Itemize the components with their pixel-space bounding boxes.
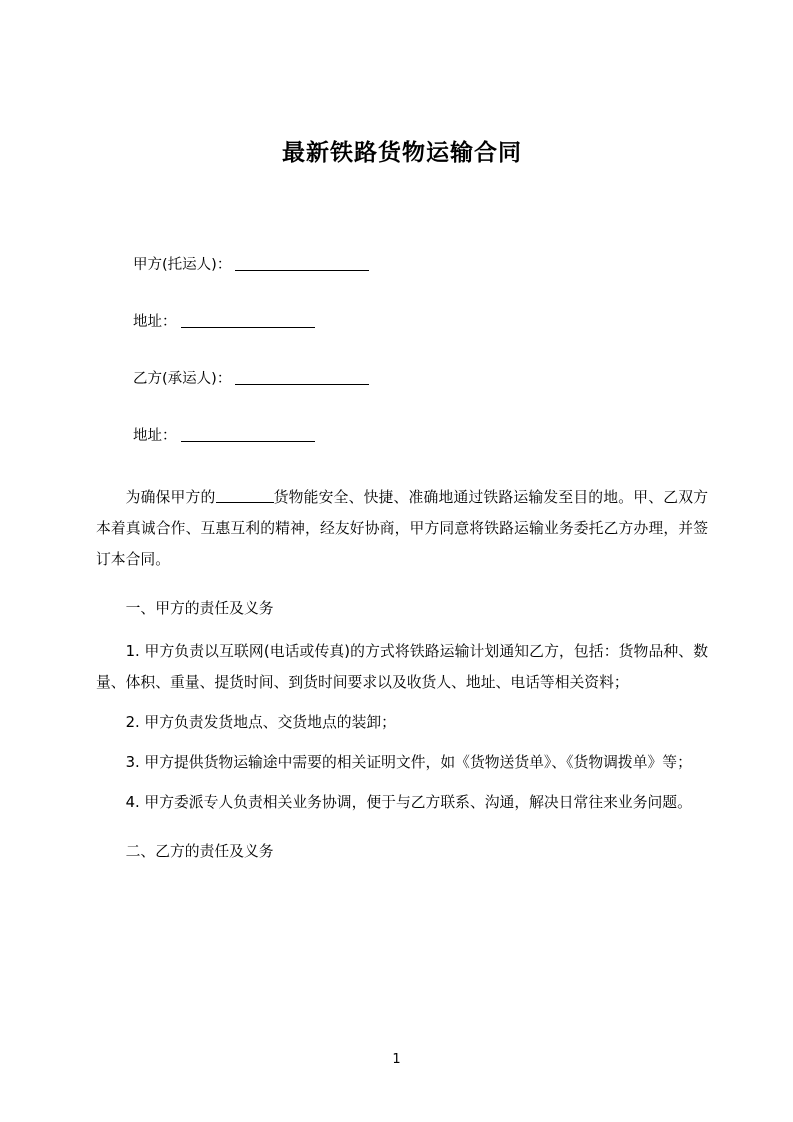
section-1-item-4: 4. 甲方委派专人负责相关业务协调，便于与乙方联系、沟通，解决日常往来业务问题。 <box>125 794 692 811</box>
party-fill-blank[interactable] <box>181 427 315 442</box>
party-line <box>96 368 708 390</box>
party-line <box>96 254 708 276</box>
party-label: 乙方(承运人)： <box>133 371 232 387</box>
page-number: 1 <box>392 1052 401 1067</box>
section-heading-1: 一、甲方的责任及义务 <box>125 600 274 617</box>
page-title: 最新铁路货物运输合同 <box>282 140 522 166</box>
section-heading-2: 二、乙方的责任及义务 <box>125 843 274 860</box>
party-line <box>96 311 708 333</box>
party-line <box>96 425 708 447</box>
preamble-paragraph <box>96 482 708 575</box>
section-1-item-3: 3. 甲方提供货物运输途中需要的相关证明文件，如《货物送货单》、《货物调拨单》等； <box>125 754 692 771</box>
party-fill-blank[interactable] <box>235 370 369 385</box>
preamble-text-after: 货物能安全、快捷、准确地通过铁路运输发至目的地。甲、乙双方本着真诚合作、互惠互利的精神，经友好协商，甲方同意将铁路运输业务委托乙方办理，并签订本合同。 <box>96 489 708 568</box>
document-content <box>96 0 708 879</box>
party-fill-blank[interactable] <box>181 313 315 328</box>
section-1-item-2: 2. 甲方负责发货地点、交货地点的装卸； <box>125 714 396 731</box>
preamble-text-before: 为确保甲方的 <box>125 489 216 506</box>
party-fill-blank[interactable] <box>235 256 369 271</box>
section-1-item-1: 1. 甲方负责以互联网(电话或传真)的方式将铁路运输计划通知乙方，包括：货物品种、数量、体积、重量、提货时间、到货时间要求以及收货人、地址、电话等相关资料； <box>96 643 708 691</box>
party-label: 地址： <box>133 428 177 444</box>
party-label: 地址： <box>133 314 177 330</box>
preamble-fill-blank[interactable] <box>216 489 274 503</box>
party-information-block <box>96 254 708 447</box>
party-label: 甲方(托运人)： <box>133 257 232 273</box>
